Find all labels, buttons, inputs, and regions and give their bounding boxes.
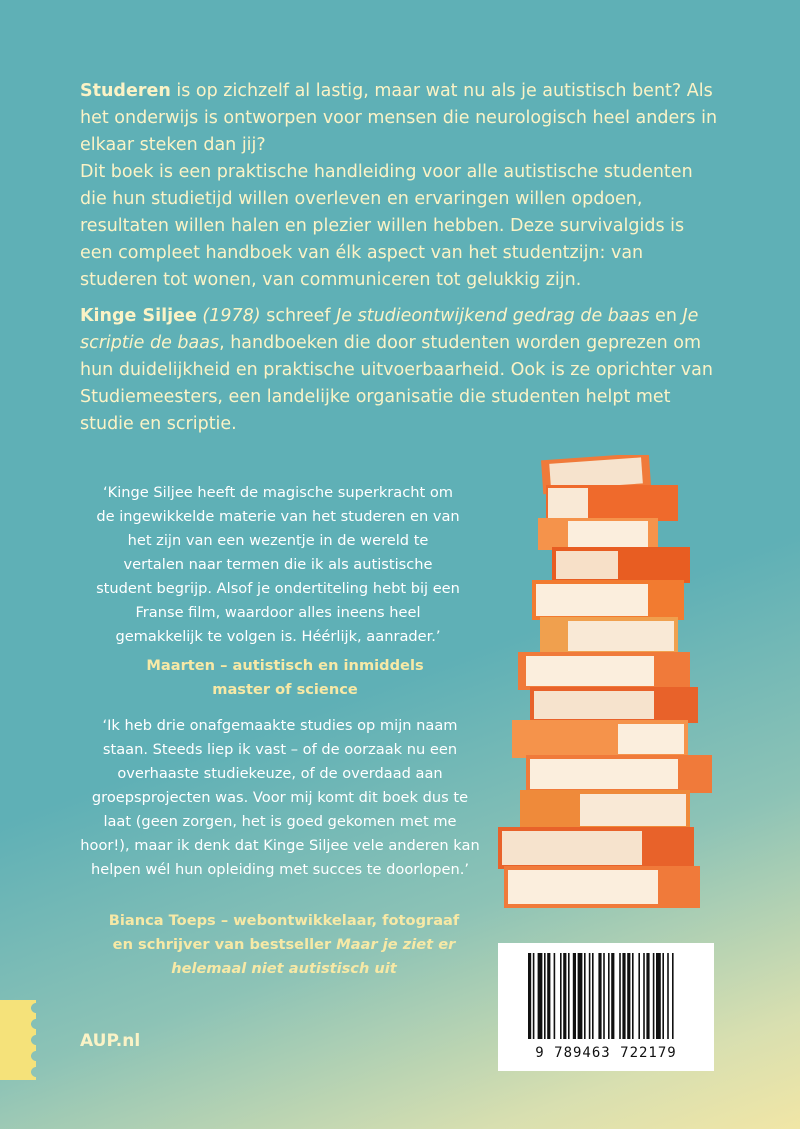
author-bio: [80, 303, 720, 438]
intro-body: Dit boek is een praktische handleiding voor alle autistische studenten die hun studietijd willen overleven en ervaringen willen opdoen, resultaten willen halen en plezier willen hebben. Deze survivalgids is een compleet handboek van élk aspect van het studentzijn: van studeren tot wonen, van communiceren tot gelukkig zijn.: [80, 162, 693, 290]
book: [532, 580, 684, 620]
publisher-link[interactable]: AUP.nl: [80, 1031, 141, 1051]
barcode-bar: [538, 953, 543, 1039]
book: [520, 790, 690, 830]
author-book2: Je scriptie de baas: [80, 306, 699, 353]
barcode-bar: [592, 953, 594, 1039]
barcode-bar: [554, 953, 556, 1039]
author-wrote: schreef: [266, 306, 331, 326]
edge-stamp-decoration: [0, 1000, 36, 1080]
book: [530, 687, 698, 723]
intro-paragraph: [80, 78, 720, 294]
barcode-bar: [672, 953, 674, 1039]
book: [552, 547, 690, 583]
author-and: en: [655, 306, 677, 326]
barcode-bar: [603, 953, 605, 1039]
author-year: (1978): [202, 306, 261, 326]
review-attribution-2-book: Maar je ziet er helemaal niet autistisch uit: [171, 936, 456, 977]
review-attribution-2: [104, 909, 464, 981]
barcode-bar: [653, 953, 655, 1039]
barcode-bar: [533, 953, 535, 1039]
barcode-bar: [632, 953, 634, 1039]
barcode-bar: [568, 953, 570, 1039]
intro-lead: Studeren: [80, 81, 171, 101]
book: [504, 866, 700, 908]
book: [540, 617, 678, 655]
barcode-bar: [667, 953, 669, 1039]
barcode-bar: [563, 953, 566, 1039]
review-quote-1: ‘Kinge Siljee heeft de magische superkracht om de ingewikkelde materie van het studeren en van het zijn van een wezentje in de wereld te vertalen naar termen die ik als autistische student begrijp. Alsof je ondertiteling hebt bij een Franse film, waardoor alles ineens heel gemakkelijk te volgen is. Héérlijk, aanrader.’: [96, 484, 460, 645]
barcode-bar: [627, 953, 630, 1039]
barcode-bar: [622, 953, 625, 1039]
review-attribution-2-name: Bianca Toeps – webontwikkelaar, fotograaf en schrijver van bestseller: [108, 912, 460, 953]
book-stack-illustration: [490, 455, 720, 935]
barcode-bar: [662, 953, 664, 1039]
barcode-bar: [598, 953, 601, 1039]
barcode-bar: [656, 953, 661, 1039]
book: [546, 485, 678, 521]
barcode-bar: [619, 953, 621, 1039]
barcode-bar: [573, 953, 576, 1039]
barcode-bar: [608, 953, 610, 1039]
barcode-bar: [584, 953, 586, 1039]
barcode-bar: [611, 953, 614, 1039]
barcode-bar: [547, 953, 550, 1039]
book: [538, 518, 658, 550]
review-attribution-1: Maarten – autistisch en inmiddels master of science: [146, 657, 424, 698]
barcode-bar: [638, 953, 640, 1039]
barcode: [498, 943, 714, 1071]
book: [518, 652, 690, 690]
author-book1: Je studieontwijkend gedrag de baas: [336, 306, 650, 326]
barcode-bar: [589, 953, 591, 1039]
barcode-number: 9 789463 722179: [535, 1045, 677, 1061]
review-quote-2: ‘Ik heb drie onafgemaakte studies op mijn naam staan. Steeds liep ik vast – of de oorzaak nu een overhaaste studiekeuze, of de overdaad aan groepsprojecten was. Voor mij komt dit boek dus te laat (geen zorgen, het is goed gekomen met me hoor!), maar ik denk dat Kinge Siljee vele anderen kan helpen wél hun opleiding met succes te doorlopen.’: [80, 717, 480, 878]
intro-lead-rest: is op zichzelf al lastig, maar wat nu als je autistisch bent? Als het onderwijs is ontworpen voor mensen die neurologisch heel anders in elkaar steken dan jij?: [80, 81, 718, 155]
author-name: Kinge Siljee: [80, 306, 197, 326]
barcode-bar: [643, 953, 645, 1039]
author-bio-rest: , handboeken die door studenten worden geprezen om hun duidelijkheid en praktische uitvoerbaarheid. Ook is ze oprichter van Studiemeesters, een landelijke organisatie die studenten helpt met studie en scriptie.: [80, 333, 713, 434]
barcode-bar: [528, 953, 531, 1039]
barcode-bar: [544, 953, 546, 1039]
barcode-bar: [646, 953, 649, 1039]
barcode-bars: [498, 943, 714, 1043]
book: [512, 720, 688, 758]
book: [498, 827, 694, 869]
barcode-bar: [560, 953, 562, 1039]
barcode-bar: [578, 953, 583, 1039]
book: [526, 755, 712, 793]
